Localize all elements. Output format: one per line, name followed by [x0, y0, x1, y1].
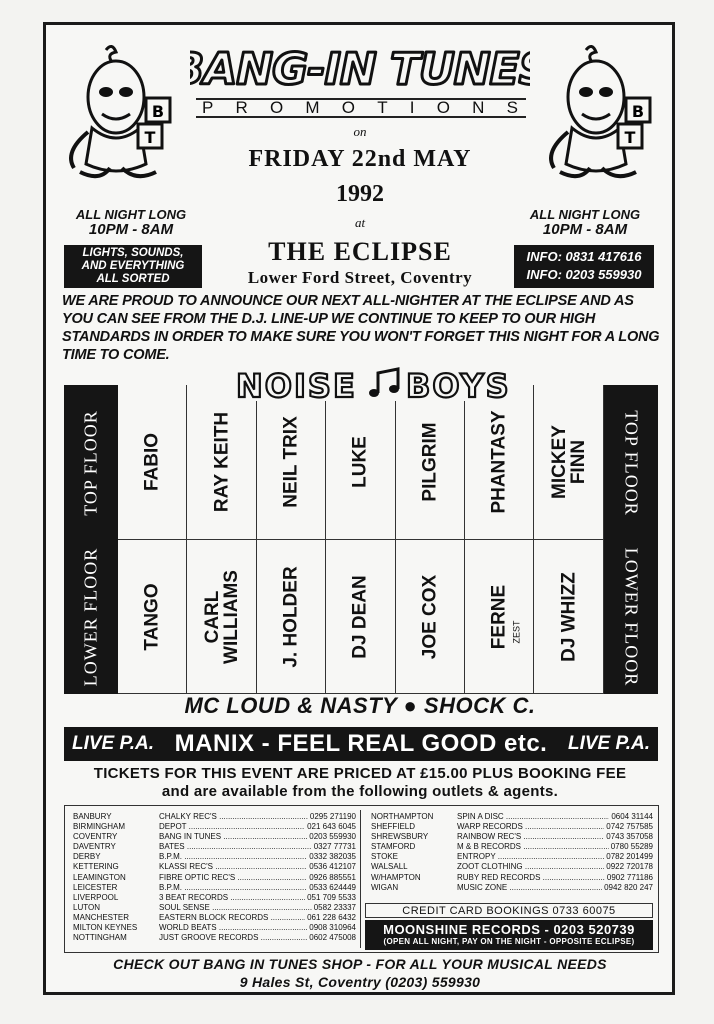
outlet-shop: JUST GROOVE RECORDS ..... — [159, 933, 307, 943]
outlet-row — [371, 812, 653, 822]
lower-floor-dj-cell — [534, 540, 603, 694]
outlet-tel: 0332 382035 — [309, 852, 356, 862]
outlet-row — [73, 873, 356, 883]
mascot-right-icon — [538, 42, 656, 192]
promotions-letter: O — [270, 98, 286, 117]
outlet-shop: ENTROPY ..... — [457, 852, 604, 862]
dj-name: FABIO — [141, 432, 163, 492]
lower-floor-label-right: LOWER FLOOR — [604, 540, 658, 694]
left-hours-line2: 10PM - 8AM — [88, 221, 174, 238]
outlet-row — [371, 883, 653, 893]
outlet-shop: WARP RECORDS ..... — [457, 822, 604, 832]
outlet-tel: 021 643 6045 — [307, 822, 356, 832]
outlet-tel: 0743 357058 — [606, 832, 653, 842]
outlet-tel: 0582 23337 — [313, 902, 356, 912]
outlet-tel: 0780 55289 — [610, 842, 653, 852]
outlet-shop: MUSIC ZONE ..... — [457, 883, 602, 893]
outlet-shop: RAINBOW REC'S ..... — [457, 832, 604, 842]
moonshine-title: MOONSHINE RECORDS - 0203 520739 — [383, 922, 635, 937]
outlet-row — [73, 852, 356, 862]
outlet-tel: 0742 757585 — [606, 822, 653, 832]
info-line: INFO: 0203 559930 — [526, 267, 642, 282]
at-label: at — [354, 215, 366, 230]
outlet-tel: 0902 771186 — [606, 872, 653, 882]
outlet-row — [73, 812, 356, 822]
promotions-letter: M — [305, 98, 322, 117]
promotions-letter: R — [235, 98, 250, 117]
outlet-shop: KLASSI REC'S ..... — [159, 862, 307, 872]
outlet-row — [371, 873, 653, 883]
dj-name: JOE COX — [419, 574, 441, 659]
dj-name: RAY KEITH — [211, 411, 233, 513]
features-line: LIGHTS, SOUNDS, — [82, 247, 184, 259]
promotions-letter: P — [202, 98, 216, 117]
bang-in-tunes-logo — [190, 40, 530, 96]
right-hours — [512, 207, 658, 237]
promotions-letter: O — [341, 98, 358, 117]
footer-line1: CHECK OUT BANG IN TUNES SHOP - FOR ALL YOUR MUSICAL NEEDS — [113, 956, 607, 972]
lower-floor-dj-cell — [326, 540, 395, 694]
outlet-shop: B.P.M. ..... — [159, 883, 307, 893]
top-floor-dj-cell — [187, 385, 256, 540]
moonshine-subtitle: (OPEN ALL NIGHT, PAY ON THE NIGHT - OPPOSITE ECLIPSE) — [383, 937, 635, 946]
outlet-shop: EASTERN BLOCK RECORDS ..... — [159, 913, 305, 923]
svg-text:T: T — [624, 128, 636, 147]
event-year: 1992 — [336, 181, 384, 207]
tickets-line2: and are available from the following outlets & agents. — [161, 783, 559, 800]
outlet-shop: B.P.M. ..... — [159, 852, 307, 862]
noise-boys-logo — [228, 361, 518, 405]
outlet-shop: DEPOT ..... — [159, 822, 305, 832]
outlet-row — [73, 832, 356, 842]
outlet-town: KETTERING — [73, 862, 119, 872]
right-hours-line1: ALL NIGHT LONG — [529, 207, 641, 222]
zest-label: ZEST — [511, 620, 522, 644]
promotions-letter: S — [506, 98, 520, 117]
outlet-tel: 0533 624449 — [309, 882, 356, 892]
footer — [55, 955, 665, 991]
outlet-row — [73, 913, 356, 923]
top-floor-dj-cell — [326, 385, 395, 540]
top-floor-dj-cell — [396, 385, 465, 540]
dj-name: DJ DEAN — [349, 574, 371, 659]
outlet-row — [73, 893, 356, 903]
lower-floor-dj-cell — [118, 540, 187, 694]
outlet-row — [73, 842, 356, 852]
outlet-shop: M & B RECORDS ..... — [457, 842, 609, 852]
live-pa-main: MANIX - FEEL REAL GOOD etc. — [174, 730, 548, 757]
outlet-town: NOTTINGHAM — [73, 933, 127, 943]
outlet-tel: 0922 720178 — [606, 862, 653, 872]
outlet-town: STAMFORD — [371, 842, 416, 852]
outlet-tel: 0203 559930 — [309, 832, 356, 842]
outlet-town: W/HAMPTON — [371, 872, 421, 882]
outlet-tel: 0536 412107 — [309, 862, 356, 872]
outlet-tel: 0942 820 247 — [604, 882, 653, 892]
intro-text: WE ARE PROUD TO ANNOUNCE OUR NEXT ALL-NIGHTER AT THE ECLIPSE AND AS YOU CAN SEE FROM THE D.J. LINE-UP WE CONTINUE TO KEEP TO OUR HIGH STANDARDS IN ORDER TO MAKE SURE YOU WON'T FORGET THIS NIGHT FOR A LONG TIME TO COME. — [62, 293, 660, 363]
outlet-tel: 0926 885551 — [309, 872, 356, 882]
dj-name: NEIL TRIX — [280, 416, 302, 508]
outlet-shop: FIBRE OPTIC REC'S ..... — [159, 873, 307, 883]
dj-name: DJ WHIZZ — [558, 571, 580, 662]
features-box — [64, 245, 202, 288]
features-line: AND EVERYTHING — [81, 260, 185, 272]
tickets-info — [55, 765, 665, 801]
outlet-town: BANBURY — [73, 812, 112, 821]
outlet-shop: SOUL SENSE ..... — [159, 903, 312, 913]
outlet-row — [73, 903, 356, 913]
lower-floor-dj-cell — [257, 540, 326, 694]
outlet-shop: ZOOT CLOTHING ..... — [457, 862, 604, 872]
outlet-tel: 0602 475008 — [309, 933, 356, 943]
outlet-town: DAVENTRY — [73, 842, 116, 852]
outlet-shop: SPIN A DISC ..... — [457, 812, 609, 822]
outlet-town: MANCHESTER — [73, 912, 130, 922]
credit-card-bookings: CREDIT CARD BOOKINGS 0733 60075 — [365, 903, 653, 918]
left-hours — [58, 207, 204, 237]
outlet-row — [371, 852, 653, 862]
venue-name: THE ECLIPSE — [268, 237, 452, 266]
tickets-line1: TICKETS FOR THIS EVENT ARE PRICED AT £15.00 PLUS BOOKING FEE — [93, 765, 627, 782]
outlet-row — [371, 822, 653, 832]
outlets-left-column — [73, 812, 356, 943]
outlet-town: BIRMINGHAM — [73, 822, 125, 832]
outlet-town: SHEFFIELD — [371, 822, 416, 832]
outlet-town: LEAMINGTON — [73, 872, 126, 882]
outlet-tel: 0295 271190 — [309, 812, 356, 821]
mc-line: MC LOUD & NASTY ● SHOCK C. — [184, 693, 536, 718]
outlet-town: WALSALL — [371, 862, 408, 872]
outlet-town: WIGAN — [371, 882, 399, 892]
lower-floor-dj-cell — [396, 540, 465, 694]
mascot-left-icon — [58, 42, 176, 192]
outlet-town: LUTON — [73, 902, 100, 912]
svg-text:BOYS: BOYS — [406, 367, 511, 405]
event-date: FRIDAY 22nd MAY — [248, 146, 472, 172]
venue-address: Lower Ford Street, Coventry — [247, 268, 473, 287]
outlets-right-column — [371, 812, 653, 893]
outlet-shop: 3 BEAT RECORDS ..... — [159, 893, 305, 903]
live-pa-left: LIVE P.A. — [72, 733, 155, 754]
dj-name: PILGRIM — [419, 422, 441, 502]
right-hours-line2: 10PM - 8AM — [542, 221, 628, 238]
outlet-tel: 0604 31144 — [611, 812, 653, 821]
footer-line2: 9 Hales St, Coventry (0203) 559930 — [239, 974, 481, 990]
outlet-town: SHREWSBURY — [371, 832, 429, 842]
lower-floor-dj-cell — [465, 540, 534, 694]
promotions-letter: T — [377, 98, 390, 117]
outlet-town: COVENTRY — [73, 832, 118, 842]
promotions-banner — [196, 98, 526, 118]
promotions-letter: I — [409, 98, 417, 117]
outlet-row — [73, 923, 356, 933]
outlet-shop: BATES ..... — [159, 842, 312, 852]
svg-text:BANG-IN TUNES: BANG-IN TUNE — [190, 44, 519, 95]
features-line: ALL SORTED — [96, 273, 170, 285]
dj-name: MICKEY FINN — [548, 425, 589, 499]
outlet-town: DERBY — [73, 852, 101, 862]
outlet-row — [73, 883, 356, 893]
outlets-divider — [360, 810, 361, 948]
moonshine-box — [365, 920, 653, 950]
outlet-tel: 0908 310964 — [309, 923, 356, 933]
svg-text:T: T — [144, 128, 156, 147]
left-hours-line1: ALL NIGHT LONG — [75, 207, 187, 222]
promotions-letter: O — [436, 98, 452, 117]
outlet-row — [73, 933, 356, 943]
outlet-shop: WORLD BEATS ..... — [159, 923, 307, 933]
outlet-town: NORTHAMPTON — [371, 812, 434, 821]
outlet-row — [73, 862, 356, 872]
svg-text:B: B — [631, 102, 645, 121]
outlet-row — [73, 822, 356, 832]
outlet-row — [371, 862, 653, 872]
top-floor-label-right: TOP FLOOR — [604, 385, 658, 540]
dj-name: PHANTASY — [488, 410, 510, 514]
lineup-grid — [64, 385, 658, 694]
outlet-shop: RUBY RED RECORDS ..... — [457, 873, 605, 883]
info-line: INFO: 0831 417616 — [526, 249, 642, 264]
lower-floor-dj-cell — [187, 540, 256, 694]
dj-name: FERNE — [488, 584, 510, 649]
dj-name: J. HOLDER — [280, 565, 302, 668]
outlet-tel: 051 709 5533 — [307, 892, 356, 902]
outlet-shop: CHALKY REC'S ..... — [159, 812, 308, 822]
top-floor-dj-cell — [118, 385, 187, 540]
info-box — [514, 245, 654, 288]
top-floor-dj-cell — [534, 385, 603, 540]
live-pa-right: LIVE P.A. — [567, 733, 650, 754]
top-floor-label-left: TOP FLOOR — [64, 385, 118, 540]
top-floor-dj-cell — [465, 385, 534, 540]
live-pa-bar — [64, 727, 658, 761]
promotions-letter: N — [472, 98, 487, 117]
dj-name: TANGO — [141, 582, 163, 651]
outlet-tel: 0782 201499 — [606, 852, 653, 862]
lower-floor-label-left: LOWER FLOOR — [64, 540, 118, 694]
top-floor-dj-cell — [257, 385, 326, 540]
dj-name: LUKE — [349, 436, 371, 488]
outlet-town: MILTON KEYNES — [73, 923, 138, 933]
outlet-shop: BANG IN TUNES ..... — [159, 832, 307, 842]
outlet-town: LIVERPOOL — [73, 892, 119, 902]
outlet-row — [371, 832, 653, 842]
on-label: on — [353, 124, 367, 139]
svg-text:B: B — [151, 102, 165, 121]
svg-text:NOISE: NOISE — [236, 367, 357, 405]
dj-name: CARL WILLIAMS — [201, 569, 242, 664]
outlet-tel: 0327 77731 — [313, 842, 356, 852]
outlet-tel: 061 228 6432 — [307, 912, 356, 922]
outlet-town: LEICESTER — [73, 882, 118, 892]
outlet-town: STOKE — [371, 852, 398, 862]
outlet-row — [371, 842, 653, 852]
